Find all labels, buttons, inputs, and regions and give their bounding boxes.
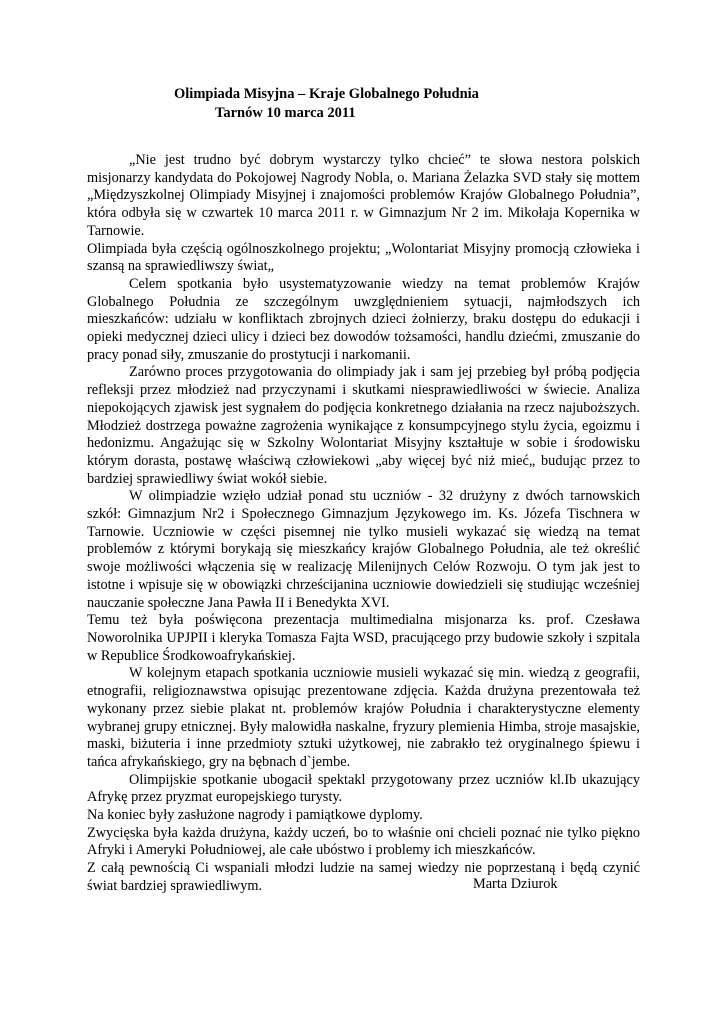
paragraph-9: Na koniec były zasłużone nagrody i pamiątkowe dyplomy. (87, 807, 423, 824)
author-signature: Marta Dziurok (473, 876, 558, 892)
document-subtitle: Tarnów 10 marca 2011 (215, 105, 356, 121)
document-title: Olimpiada Misyjna – Kraje Globalnego Południa (174, 86, 479, 102)
paragraph-2: Olimpiada była częścią ogólnoszkolnego projektu; „Wolontariat Misyjny promocją człowieka i szansą na sprawiedliwszy świat„ (87, 240, 640, 275)
document-body (87, 152, 640, 896)
paragraph-11: Z całą pewnością Ci wspaniali młodzi ludzie na samej wiedzy nie poprzestaną i będą czynić świat bardziej sprawiedliwym. (87, 860, 640, 894)
paragraph-5: W olimpiadzie wzięło udział ponad stu uczniów - 32 drużyny z dwóch tarnowskich szkół: Gimnazjum Nr2 i Społecznego Gimnazjum Językowego im. Ks. Józefa Tischnera w Tarnowie. Uczniowie w części pisemnej nie tylko musieli wykazać się wiedzą na temat problemów z którymi borykają się mieszkańcy krajów Globalnego Południa, ale też określić swoje możliwości włączenia się w realizację Milenijnych Celów Rozwoju. O tym jak jest to istotne i wpisuje się w obowiązki chrześcijanina uczniowie dowiedzieli się studiując wcześniej nauczanie społeczne Jana Pawła II i Benedykta XVI. (87, 488, 640, 611)
paragraph-8: Olimpijskie spotkanie ubogacił spektakl przygotowany przez uczniów kl.Ib ukazujący Afrykę przez pryzmat europejskiego turysty. (87, 771, 640, 806)
paragraph-3: Celem spotkania było usystematyzowanie wiedzy na temat problemów Krajów Globalnego Południa ze szczególnym uwzględnieniem sytuacji, najmłodszych ich mieszkańców: udziału w konfliktach zbrojnych dzieci żołnierzy, braku dostępu do edukacji i opieki medycznej dzieci ulicy i dzieci bez dowodów tożsamości, handlu dziećmi, zmuszanie do pracy ponad siły, zmuszanie do prostytucji i narkomanii. (87, 275, 640, 363)
paragraph-1: „Nie jest trudno być dobrym wystarczy tylko chcieć” te słowa nestora polskich misjonarzy kandydata do Pokojowej Nagrody Nobla, o. Mariana Żelazka SVD stały się mottem „Międzyszkolnej Olimpiady Misyjnej i znajomości problemów Krajów Globalnego Południa”, która odbyła się w czwartek 10 marca 2011 r. w Gimnazjum Nr 2 im. Mikołaja Kopernika w Tarnowie. (87, 152, 640, 239)
paragraph-10: Zwycięska była każda drużyna, każdy uczeń, bo to właśnie oni chcieli poznać nie tylko piękno Afryki i Ameryki Południowej, ale całe ubóstwo i problemy ich mieszkańców. (87, 824, 640, 859)
paragraph-4: Zarówno proces przygotowania do olimpiady jak i sam jej przebieg był próbą podjęcia refleksji przez młodzież nad przyczynami i skutkami niesprawiedliwości w świecie. Analiza niepokojących zjawisk jest sygnałem do podjęcia konkretnego działania na rzecz najuboższych. Młodzież dostrzega poważne zagrożenia wynikające z konsumpcyjnego stylu życia, egoizmu i hedonizmu. Angażując się w Szkolny Wolontariat Misyjny kształtuje w sobie i środowisku którym dorasta, postawę właściwą człowiekowi „aby więcej być niż mieć„ budując przez to bardziej sprawiedliwy świat wokół siebie. (87, 364, 640, 487)
paragraph-6: Temu też była poświęcona prezentacja multimedialna misjonarza ks. prof. Czesława Noworolnika UPJPII i kleryka Tomasza Fajta WSD, pracującego przy budowie szkoły i szpitala w Republice Środkowoafrykańskiej. (87, 612, 640, 664)
paragraph-7: W kolejnym etapach spotkania uczniowie musieli wykazać się min. wiedzą z geografii, etnografii, religioznawstwa opisując prezentowane zdjęcia. Każda drużyna prezentowała też wykonany przez siebie plakat nt. problemów krajów Południa i charakterystyczne elementy wybranej grupy etnicznej. Były malowidła naskalne, fryzury plemienia Himba, stroje masajskie, maski, biżuteria i inne przedmioty sztuki użytkowej, nie zabrakło też oryginalnego śpiewu i tańca afrykańskiego, gry na bębnach d`jembe. (87, 665, 640, 770)
